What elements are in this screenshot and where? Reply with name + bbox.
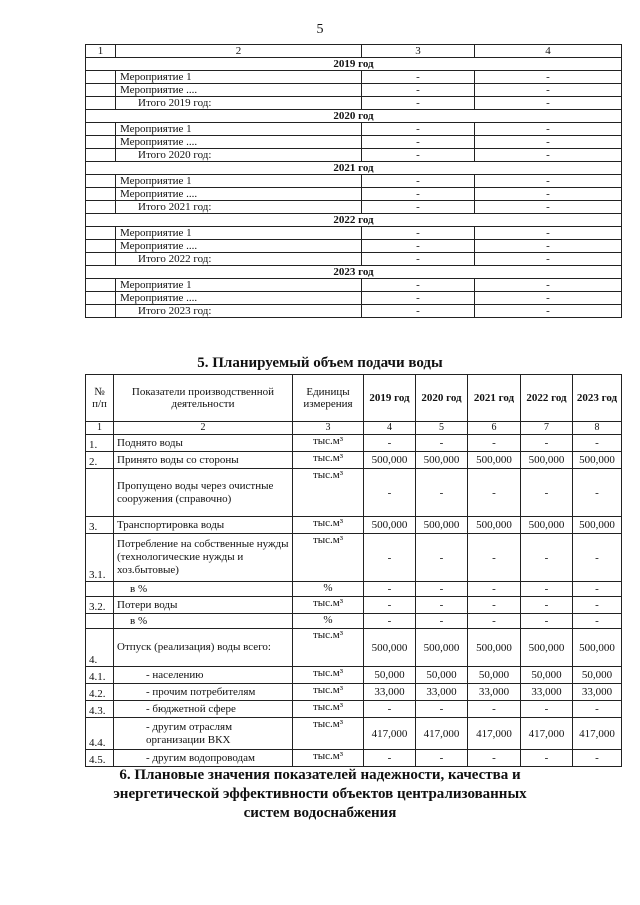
column-number: 1	[86, 45, 116, 58]
table-row	[86, 253, 622, 266]
row-num-cell	[86, 97, 116, 110]
column-number: 3	[362, 45, 475, 58]
column-number: 4	[364, 422, 416, 435]
year-row	[86, 266, 622, 279]
value-cell: -	[364, 469, 416, 517]
value-cell: 33,000	[468, 684, 521, 701]
table-row	[86, 97, 622, 110]
value-cell: 500,000	[468, 517, 521, 534]
row-number: 4.1.	[86, 667, 114, 684]
table-row	[86, 149, 622, 162]
table-row	[86, 292, 622, 305]
unit-cell: тыс.м³	[293, 534, 364, 582]
year-row	[86, 214, 622, 227]
value-cell: 500,000	[364, 629, 416, 667]
indicator-label: - другим отраслям организации ВКХ	[114, 718, 293, 750]
year-heading: 2019 год	[86, 58, 622, 71]
value-cell: -	[475, 97, 622, 110]
value-cell: -	[416, 750, 468, 767]
indicator-label: - населению	[114, 667, 293, 684]
unit-cell: тыс.м³	[293, 684, 364, 701]
column-number: 2	[116, 45, 362, 58]
value-cell: -	[416, 469, 468, 517]
measure-label: Итого 2022 год:	[116, 253, 362, 266]
page-number: 5	[316, 22, 324, 37]
column-number: 1	[86, 422, 114, 435]
indicator-label: Транспортировка воды	[114, 517, 293, 534]
value-cell: -	[475, 188, 622, 201]
measure-label: Мероприятие 1	[116, 175, 362, 188]
indicator-label: Отпуск (реализация) воды всего:	[114, 629, 293, 667]
column-number: 3	[293, 422, 364, 435]
column-number: 8	[573, 422, 622, 435]
row-number: 2.	[86, 452, 114, 469]
value-cell: -	[521, 582, 573, 597]
header-year: 2022 год	[521, 375, 573, 422]
value-cell: 417,000	[468, 718, 521, 750]
value-cell: 500,000	[573, 452, 622, 469]
value-cell: 500,000	[468, 629, 521, 667]
table-row	[86, 175, 622, 188]
value-cell: 500,000	[468, 452, 521, 469]
year-heading: 2023 год	[86, 266, 622, 279]
row-num-cell	[86, 305, 116, 318]
unit-cell: тыс.м³	[293, 597, 364, 614]
column-number: 2	[114, 422, 293, 435]
row-num-cell	[86, 123, 116, 136]
value-cell: -	[362, 97, 475, 110]
measure-label: Мероприятие ....	[116, 240, 362, 253]
value-cell: -	[475, 123, 622, 136]
value-cell: -	[475, 227, 622, 240]
header-unit: Единицы измерения	[293, 375, 364, 422]
value-cell: 50,000	[364, 667, 416, 684]
table-header-row	[86, 375, 622, 422]
unit-cell: тыс.м³	[293, 629, 364, 667]
value-cell: -	[521, 469, 573, 517]
indicator-label: в %	[114, 614, 293, 629]
value-cell: 417,000	[573, 718, 622, 750]
year-row	[86, 110, 622, 123]
year-row	[86, 58, 622, 71]
measure-label: Итого 2021 год:	[116, 201, 362, 214]
measures-table	[85, 44, 622, 318]
measure-label: Мероприятие ....	[116, 188, 362, 201]
table-row	[86, 452, 622, 469]
unit-cell: %	[293, 614, 364, 629]
header-year: 2020 год	[416, 375, 468, 422]
value-cell: -	[475, 305, 622, 318]
value-cell: 500,000	[573, 629, 622, 667]
row-num-cell	[86, 71, 116, 84]
value-cell: -	[416, 534, 468, 582]
measure-label: Мероприятие ....	[116, 292, 362, 305]
value-cell: -	[416, 597, 468, 614]
year-row	[86, 162, 622, 175]
unit-cell: тыс.м³	[293, 435, 364, 452]
table-row	[86, 718, 622, 750]
measure-label: Мероприятие 1	[116, 123, 362, 136]
row-number: 3.	[86, 517, 114, 534]
row-num-cell	[86, 175, 116, 188]
indicator-label: Потребление на собственные нужды (технологические нужды и хоз.бытовые)	[114, 534, 293, 582]
table-row	[86, 201, 622, 214]
row-num-cell	[86, 292, 116, 305]
unit-cell: тыс.м³	[293, 517, 364, 534]
measure-label: Мероприятие 1	[116, 227, 362, 240]
value-cell: -	[573, 597, 622, 614]
unit-cell: %	[293, 582, 364, 597]
table-row	[86, 582, 622, 597]
value-cell: -	[468, 582, 521, 597]
row-num-cell	[86, 84, 116, 97]
value-cell: -	[475, 201, 622, 214]
value-cell: -	[521, 435, 573, 452]
row-number: 4.5.	[86, 750, 114, 767]
value-cell: -	[362, 227, 475, 240]
measure-label: Мероприятие 1	[116, 279, 362, 292]
table-header-row	[86, 45, 622, 58]
row-num-cell	[86, 240, 116, 253]
value-cell: -	[362, 175, 475, 188]
value-cell: -	[475, 84, 622, 97]
table-row	[86, 123, 622, 136]
value-cell: -	[416, 435, 468, 452]
value-cell: -	[475, 136, 622, 149]
value-cell: -	[364, 750, 416, 767]
indicator-label: Поднято воды	[114, 435, 293, 452]
year-heading: 2022 год	[86, 214, 622, 227]
table-row	[86, 750, 622, 767]
water-supply-table	[85, 374, 622, 767]
value-cell: -	[475, 253, 622, 266]
row-number: 4.4.	[86, 718, 114, 750]
value-cell: -	[468, 597, 521, 614]
value-cell: 500,000	[364, 517, 416, 534]
value-cell: -	[416, 701, 468, 718]
year-heading: 2021 год	[86, 162, 622, 175]
value-cell: -	[573, 469, 622, 517]
table-row	[86, 136, 622, 149]
measure-label: Итого 2023 год:	[116, 305, 362, 318]
value-cell: -	[364, 701, 416, 718]
value-cell: -	[468, 469, 521, 517]
value-cell: -	[521, 750, 573, 767]
value-cell: 500,000	[521, 629, 573, 667]
value-cell: -	[573, 435, 622, 452]
row-number	[86, 582, 114, 597]
value-cell: -	[362, 136, 475, 149]
value-cell: -	[362, 253, 475, 266]
value-cell: -	[475, 240, 622, 253]
table-row	[86, 517, 622, 534]
value-cell: 50,000	[416, 667, 468, 684]
table-row	[86, 667, 622, 684]
table-row	[86, 614, 622, 629]
row-num-cell	[86, 149, 116, 162]
value-cell: -	[468, 435, 521, 452]
measure-label: Мероприятие ....	[116, 84, 362, 97]
value-cell: 417,000	[364, 718, 416, 750]
header-num: № п/п	[86, 375, 114, 422]
section-5-title: 5. Планируемый объем подачи воды	[197, 355, 443, 371]
header-year: 2021 год	[468, 375, 521, 422]
value-cell: -	[468, 750, 521, 767]
table-row	[86, 227, 622, 240]
value-cell: 500,000	[416, 517, 468, 534]
value-cell: -	[364, 534, 416, 582]
row-number: 4.2.	[86, 684, 114, 701]
row-num-cell	[86, 253, 116, 266]
value-cell: 33,000	[573, 684, 622, 701]
row-number	[86, 614, 114, 629]
value-cell: -	[521, 701, 573, 718]
value-cell: -	[362, 123, 475, 136]
value-cell: -	[362, 71, 475, 84]
value-cell: -	[364, 614, 416, 629]
indicator-label: Принято воды со стороны	[114, 452, 293, 469]
row-number	[86, 469, 114, 517]
indicator-label: - другим водопроводам	[114, 750, 293, 767]
value-cell: 500,000	[416, 629, 468, 667]
header-indicator: Показатели производственной деятельности	[114, 375, 293, 422]
row-number: 4.3.	[86, 701, 114, 718]
value-cell: -	[521, 534, 573, 582]
value-cell: 500,000	[521, 517, 573, 534]
section-6-title: 6. Плановые значения показателей надежности, качества и энергетической эффективности объектов централизованных систем водоснабжения	[113, 767, 527, 821]
row-number: 4.	[86, 629, 114, 667]
row-num-cell	[86, 227, 116, 240]
unit-cell: тыс.м³	[293, 452, 364, 469]
value-cell: -	[468, 701, 521, 718]
value-cell: -	[362, 305, 475, 318]
table-row	[86, 305, 622, 318]
value-cell: -	[364, 435, 416, 452]
table-row	[86, 435, 622, 452]
row-num-cell	[86, 279, 116, 292]
indicator-label: Пропущено воды через очистные сооружения (справочно)	[114, 469, 293, 517]
value-cell: -	[362, 188, 475, 201]
indicator-label: в %	[114, 582, 293, 597]
value-cell: -	[475, 149, 622, 162]
value-cell: -	[362, 292, 475, 305]
value-cell: -	[362, 84, 475, 97]
measure-label: Итого 2020 год:	[116, 149, 362, 162]
unit-cell: тыс.м³	[293, 667, 364, 684]
table-row	[86, 279, 622, 292]
table-row	[86, 84, 622, 97]
value-cell: 500,000	[573, 517, 622, 534]
table-row	[86, 240, 622, 253]
column-number: 7	[521, 422, 573, 435]
value-cell: -	[362, 279, 475, 292]
value-cell: -	[521, 597, 573, 614]
table-row	[86, 469, 622, 517]
value-cell: 33,000	[521, 684, 573, 701]
unit-cell: тыс.м³	[293, 750, 364, 767]
column-number: 4	[475, 45, 622, 58]
header-year: 2019 год	[364, 375, 416, 422]
value-cell: -	[573, 750, 622, 767]
value-cell: 33,000	[416, 684, 468, 701]
value-cell: -	[475, 292, 622, 305]
value-cell: -	[364, 597, 416, 614]
row-num-cell	[86, 136, 116, 149]
value-cell: -	[475, 71, 622, 84]
value-cell: -	[416, 614, 468, 629]
value-cell: -	[573, 614, 622, 629]
value-cell: -	[364, 582, 416, 597]
value-cell: -	[362, 201, 475, 214]
table-row	[86, 71, 622, 84]
value-cell: -	[475, 279, 622, 292]
table-row	[86, 701, 622, 718]
indicator-label: Потери воды	[114, 597, 293, 614]
value-cell: 50,000	[573, 667, 622, 684]
value-cell: 33,000	[364, 684, 416, 701]
column-number: 6	[468, 422, 521, 435]
row-num-cell	[86, 201, 116, 214]
column-number-row	[86, 422, 622, 435]
table-row	[86, 188, 622, 201]
value-cell: -	[416, 582, 468, 597]
indicator-label: - бюджетной сфере	[114, 701, 293, 718]
unit-cell: тыс.м³	[293, 701, 364, 718]
value-cell: -	[573, 534, 622, 582]
value-cell: 50,000	[468, 667, 521, 684]
year-heading: 2020 год	[86, 110, 622, 123]
unit-cell: тыс.м³	[293, 469, 364, 517]
measure-label: Итого 2019 год:	[116, 97, 362, 110]
table-row	[86, 629, 622, 667]
value-cell: 417,000	[416, 718, 468, 750]
header-year: 2023 год	[573, 375, 622, 422]
table-row	[86, 597, 622, 614]
row-number: 3.1.	[86, 534, 114, 582]
value-cell: -	[573, 701, 622, 718]
value-cell: -	[362, 240, 475, 253]
table-row	[86, 534, 622, 582]
row-num-cell	[86, 188, 116, 201]
value-cell: 417,000	[521, 718, 573, 750]
value-cell: -	[475, 175, 622, 188]
indicator-label: - прочим потребителям	[114, 684, 293, 701]
value-cell: -	[573, 582, 622, 597]
row-number: 1.	[86, 435, 114, 452]
value-cell: -	[521, 614, 573, 629]
measure-label: Мероприятие 1	[116, 71, 362, 84]
value-cell: -	[468, 614, 521, 629]
value-cell: -	[362, 149, 475, 162]
value-cell: 500,000	[364, 452, 416, 469]
value-cell: 50,000	[521, 667, 573, 684]
measure-label: Мероприятие ....	[116, 136, 362, 149]
table-row	[86, 684, 622, 701]
column-number: 5	[416, 422, 468, 435]
value-cell: -	[468, 534, 521, 582]
unit-cell: тыс.м³	[293, 718, 364, 750]
value-cell: 500,000	[521, 452, 573, 469]
value-cell: 500,000	[416, 452, 468, 469]
row-number: 3.2.	[86, 597, 114, 614]
